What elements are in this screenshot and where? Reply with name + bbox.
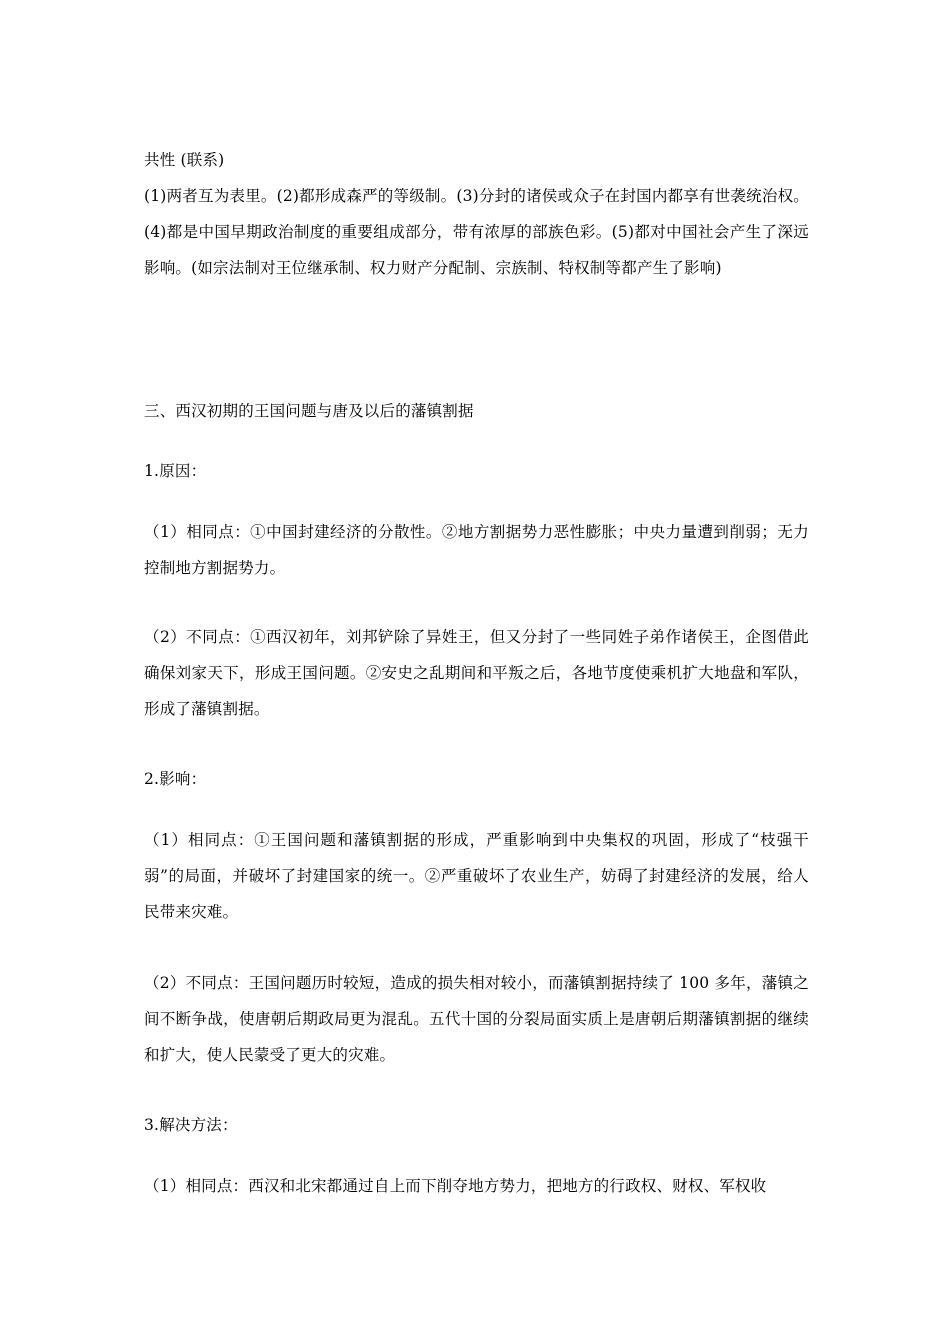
impact-same-paragraph: （1）相同点：①王国问题和藩镇割据的形成，严重影响到中央集权的巩固，形成了“枝强干弱”的局面，并破坏了封建国家的统一。②严重破坏了农业生产，妨碍了封建经济的发展，给人民带来灾难。: [144, 831, 809, 921]
section-three-heading: 三、西汉初期的王国问题与唐及以后的藩镇割据: [144, 402, 474, 420]
solutions-same-paragraph: （1）相同点：西汉和北宋都通过自上而下削夺地方势力，把地方的行政权、财权、军权收: [144, 1177, 767, 1195]
common-body-paragraph: (1)两者互为表里。(2)都形成森严的等级制。(3)分封的诸侯或众子在封国内都享有世袭统治权。(4)都是中国早期政治制度的重要组成部分，带有浓厚的部族色彩。(5)都对中国社会产生了深远影响。(如宗法制对王位继承制、权力财产分配制、宗族制、特权制等都产生了影响): [144, 187, 809, 277]
impact-different-paragraph: （2）不同点：王国问题历时较短，造成的损失相对较小，而藩镇割据持续了 100 多年，藩镇之间不断争战，使唐朝后期政局更为混乱。五代十国的分裂局面实质上是唐朝后期藩镇割据的继续和扩大，使人民蒙受了更大的灾难。: [144, 974, 809, 1064]
causes-same-paragraph: （1）相同点：①中国封建经济的分散性。②地方割据势力恶性膨胀；中央力量遭到削弱；无力控制地方割据势力。: [144, 523, 809, 577]
causes-heading: 1.原因：: [144, 462, 207, 480]
causes-different-paragraph: （2）不同点：①西汉初年，刘邦铲除了异姓王，但又分封了一些同姓子弟作诸侯王，企图借此确保刘家天下，形成王国问题。②安史之乱期间和平叛之后，各地节度使乘机扩大地盘和军队，形成了藩镇割据。: [144, 628, 809, 718]
impact-heading: 2.影响：: [144, 770, 207, 788]
solutions-heading: 3.解决方法：: [144, 1116, 238, 1134]
common-heading: 共性 (联系): [144, 151, 225, 169]
